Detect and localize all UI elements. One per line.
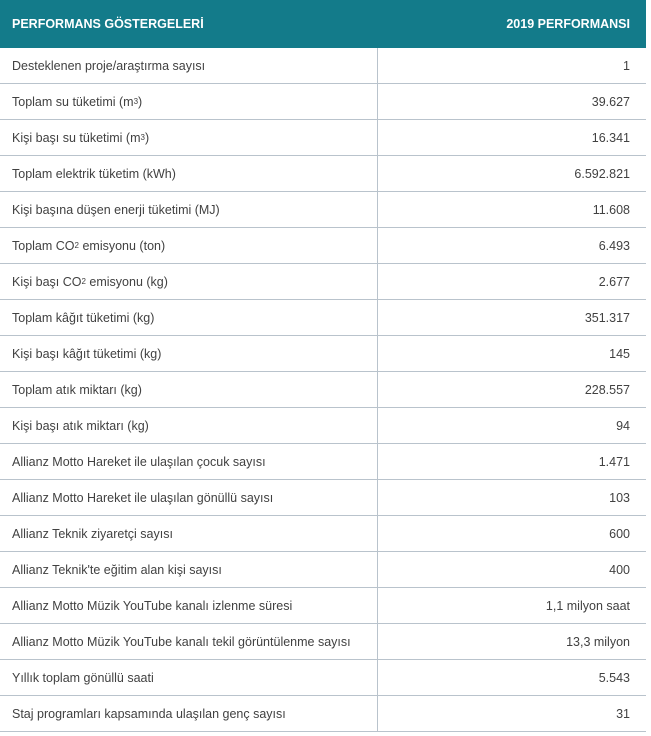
table-row	[0, 84, 646, 120]
row-value: 6.592.821	[574, 166, 630, 181]
row-label: Staj programları kapsamında ulaşılan genç sayısı	[0, 696, 378, 731]
row-value: 5.543	[598, 670, 630, 685]
row-label: Allianz Teknik'te eğitim alan kişi sayısı	[0, 552, 378, 587]
row-value: 400	[609, 562, 630, 577]
table-row	[0, 372, 646, 408]
table-row	[0, 336, 646, 372]
row-label: Allianz Motto Hareket ile ulaşılan çocuk sayısı	[0, 444, 378, 479]
row-label: Desteklenen proje/araştırma sayısı	[0, 48, 378, 83]
row-value: 103	[609, 490, 630, 505]
row-value: 13,3 milyon	[566, 634, 630, 649]
table-row	[0, 300, 646, 336]
row-label: Allianz Motto Hareket ile ulaşılan gönüllü sayısı	[0, 480, 378, 515]
row-value: 600	[609, 526, 630, 541]
row-value: 145	[609, 346, 630, 361]
table-row	[0, 228, 646, 264]
table-row	[0, 696, 646, 732]
row-label: Allianz Teknik ziyaretçi sayısı	[0, 516, 378, 551]
row-value: 94	[616, 418, 630, 433]
table-row	[0, 48, 646, 84]
row-value: 6.493	[598, 238, 630, 253]
row-value: 39.627	[591, 94, 630, 109]
row-label: Toplam kâğıt tüketimi (kg)	[0, 300, 378, 335]
row-value: 1.471	[598, 454, 630, 469]
row-label: Toplam elektrik tüketim (kWh)	[0, 156, 378, 191]
row-label: Kişi başı CO 2 emisyonu (kg)	[0, 264, 378, 299]
table-row	[0, 516, 646, 552]
table-header	[0, 0, 646, 48]
row-label: Kişi başı su tüketimi (m 3 )	[0, 120, 378, 155]
table-row	[0, 192, 646, 228]
table-row	[0, 480, 646, 516]
row-label: Toplam atık miktarı (kg)	[0, 372, 378, 407]
row-label: Toplam su tüketimi (m 3 )	[0, 84, 378, 119]
table-row	[0, 660, 646, 696]
table-row	[0, 588, 646, 624]
table-row	[0, 120, 646, 156]
row-value: 228.557	[584, 382, 630, 397]
row-value: 16.341	[591, 130, 630, 145]
row-value: 1	[623, 58, 630, 73]
table-row	[0, 156, 646, 192]
row-value: 31	[616, 706, 630, 721]
table-row	[0, 408, 646, 444]
header-indicators: PERFORMANS GÖSTERGELERİ	[12, 17, 204, 31]
row-value: 11.608	[592, 202, 630, 217]
table-row	[0, 624, 646, 660]
row-label: Kişi başı kâğıt tüketimi (kg)	[0, 336, 378, 371]
row-label: Kişi başı atık miktarı (kg)	[0, 408, 378, 443]
row-label: Allianz Motto Müzik YouTube kanalı tekil görüntülenme sayısı	[0, 624, 378, 659]
row-label: Kişi başına düşen enerji tüketimi (MJ)	[0, 192, 378, 227]
table-row	[0, 552, 646, 588]
row-label: Yıllık toplam gönüllü saati	[0, 660, 378, 695]
row-value: 1,1 milyon saat	[545, 598, 630, 613]
row-label: Toplam CO 2 emisyonu (ton)	[0, 228, 378, 263]
header-performance: 2019 PERFORMANSI	[506, 17, 630, 31]
table-row	[0, 444, 646, 480]
row-value: 351.317	[584, 310, 630, 325]
row-value: 2.677	[598, 274, 630, 289]
table-row	[0, 264, 646, 300]
row-label: Allianz Motto Müzik YouTube kanalı izlenme süresi	[0, 588, 378, 623]
